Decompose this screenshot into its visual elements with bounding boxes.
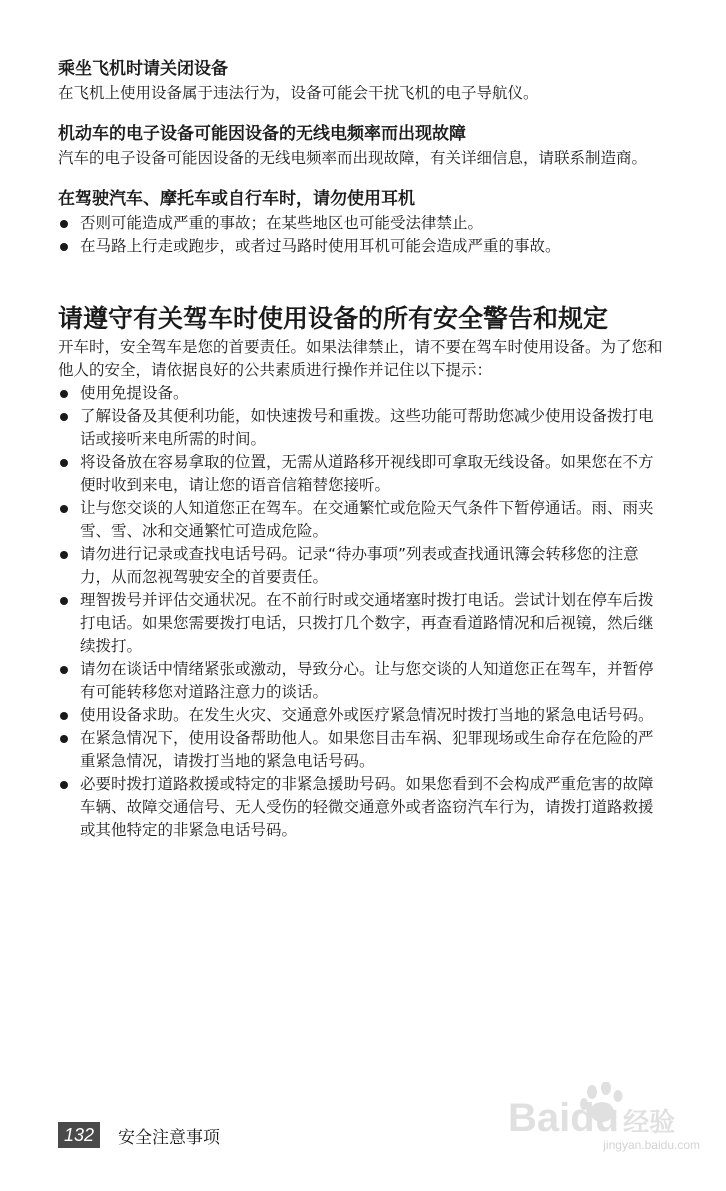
bullet-icon <box>60 712 68 720</box>
list-item: 在马路上行走或跑步，或者过马路时使用耳机可能会造成严重的事故。 <box>58 235 668 258</box>
list-item: 让与您交谈的人知道您正在驾车。在交通繁忙或危险天气条件下暂停通话。雨、雨夹雪、雪、冰和交通繁忙可造成危险。 <box>58 497 668 543</box>
page-content <box>58 56 668 842</box>
watermark-brand-2: du <box>570 1096 620 1140</box>
bullet-icon <box>60 597 68 605</box>
bullet-icon <box>60 735 68 743</box>
bullet-icon <box>60 459 68 467</box>
watermark-brand: Bai <box>508 1096 571 1140</box>
section-body-airplane: 在飞机上使用设备属于违法行为，设备可能会干扰飞机的电子导航仪。 <box>58 84 539 102</box>
bullet-icon <box>60 551 68 559</box>
page-number: 132 <box>58 1122 100 1148</box>
bullet-icon <box>60 390 68 398</box>
list-item: 了解设备及其便利功能，如快速拨号和重拨。这些功能可帮助您减少使用设备拨打电话或接听来电所需的时间。 <box>58 405 668 451</box>
bullet-icon <box>60 505 68 513</box>
section-heading-vehicle: 机动车的电子设备可能因设备的无线电频率而出现故障 <box>58 124 466 144</box>
bullet-icon <box>60 666 68 674</box>
bullet-icon <box>60 243 68 251</box>
bullet-icon <box>60 220 68 228</box>
section-heading-headphones: 在驾驶汽车、摩托车或自行车时，请勿使用耳机 <box>58 189 415 209</box>
list-item: 使用免提设备。 <box>58 382 668 405</box>
list-item: 使用设备求助。在发生火灾、交通意外或医疗紧急情况时拨打当地的紧急电话号码。 <box>58 704 668 727</box>
list-item: 将设备放在容易拿取的位置，无需从道路移开视线即可拿取无线设备。如果您在不方便时收到来电，请让您的语音信箱替您接听。 <box>58 451 668 497</box>
section-body-vehicle: 汽车的电子设备可能因设备的无线电频率而出现故障，有关详细信息，请联系制造商。 <box>58 149 648 167</box>
list-item: 理智拨号并评估交通状况。在不前行时或交通堵塞时拨打电话。尝试计划在停车后拨打电话。如果您需要拨打电话，只拨打几个数字，再查看道路情况和后视镜，然后继续拨打。 <box>58 589 668 658</box>
list-item: 请勿进行记录或查找电话号码。记录“待办事项”列表或查找通讯簿会转移您的注意力，从而忽视驾驶安全的首要责任。 <box>58 543 668 589</box>
watermark-cn: 经验 <box>623 1108 676 1138</box>
list-item: 请勿在谈话中情绪紧张或激动，导致分心。让与您交谈的人知道您正在驾车，并暂停有可能转移您对道路注意力的谈话。 <box>58 658 668 704</box>
baidu-watermark <box>508 1082 708 1162</box>
main-heading: 请遵守有关驾车时使用设备的所有安全警告和规定 <box>58 304 609 333</box>
bullet-icon <box>60 781 68 789</box>
list-item: 否则可能造成严重的事故；在某些地区也可能受法律禁止。 <box>58 212 668 235</box>
list-item: 在紧急情况下，使用设备帮助他人。如果您目击车祸、犯罪现场或生命存在危险的严重紧急情况，请拨打当地的紧急电话号码。 <box>58 727 668 773</box>
footer-title: 安全注意事项 <box>118 1127 221 1148</box>
bullet-icon <box>60 413 68 421</box>
main-intro: 开车时，安全驾车是您的首要责任。如果法律禁止，请不要在驾车时使用设备。为了您和他人的安全，请依据良好的公共素质进行操作并记住以下提示： <box>58 338 663 379</box>
watermark-url: jingyan.baidu.com <box>603 1138 700 1152</box>
driving-bullet-list <box>58 382 668 842</box>
section-heading-airplane: 乘坐飞机时请关闭设备 <box>58 59 228 79</box>
page-footer <box>58 1122 220 1148</box>
headphones-bullet-list <box>58 212 668 258</box>
list-item: 必要时拨打道路救援或特定的非紧急援助号码。如果您看到不会构成严重危害的故障车辆、故障交通信号、无人受伤的轻微交通意外或者盗窃汽车行为，请拨打道路救援或其他特定的非紧急电话号码。 <box>58 773 668 842</box>
